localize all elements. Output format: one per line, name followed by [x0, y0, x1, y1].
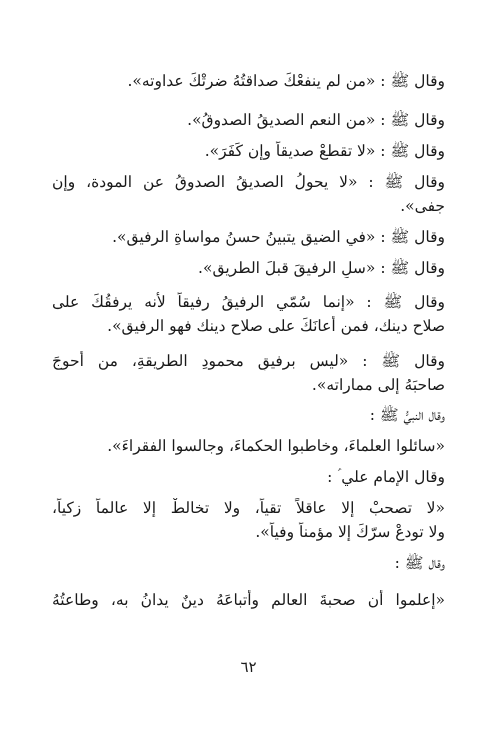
text-line: «سائلوا العلماءَ، وخاطبوا الحكماءَ، وجالسوا الفقراءَ».	[107, 437, 445, 455]
text-line: وقال ﷺ : «ليس برفيقٍ محمودِ الطريقةِ، من أحوجَ	[52, 352, 445, 370]
text-line: وقال ﷺ : «من لم ينفعْكَ صداقتُهُ ضرتْكَ عداوته».	[127, 72, 445, 90]
text-line: جفى».	[400, 197, 445, 215]
text-line: وقال ﷺ :	[394, 554, 445, 572]
text-line: ولا تودعْ سرّكَ إلا مؤمناً وفياً».	[255, 523, 445, 541]
text-line: «إعلموا أن صحبةَ العالمِ وأتباعَهُ دينٌ يدانُ به، وطاعتُهُ	[52, 591, 445, 609]
text-line: «لا تصحبْ إلا عاقلاً تقياً، ولا تخالطْ إلا عالماً زكياً،	[52, 499, 445, 517]
text-line: وقال الإمام علي ؑ :	[327, 468, 445, 486]
text-line: وقال ﷺ : «في الضيقِ يتبينُ حسنُ مواساةِ الرفيق».	[112, 228, 445, 246]
text-line: صاحبَهُ إلى مماراته».	[311, 376, 445, 394]
text-line: وقال ﷺ : «سلِ الرفيقَ قبلَ الطريق».	[198, 259, 445, 277]
text-line: وقال ﷺ : «إنما سُمّي الرفيقُ رفيقاً لأنه يرفقُكَ على	[52, 293, 445, 311]
text-line: صلاح دينك، فمن أعانَكَ على صلاح دينك فهو الرفيق».	[107, 317, 445, 335]
text-line: وقال ﷺ : «لا تقطعْ صديقاً وإن كَفَرَ».	[204, 142, 445, 160]
text-line: وقال ﷺ : «من النعم الصديقُ الصدوقُ».	[187, 111, 445, 129]
text-line: وقال النبيُّ ﷺ :	[369, 406, 445, 424]
text-line: وقال ﷺ : «لا يحولُ الصديقُ الصدوقُ عن المودة، وإن	[52, 173, 445, 191]
page-number: ٦٢	[240, 658, 257, 676]
